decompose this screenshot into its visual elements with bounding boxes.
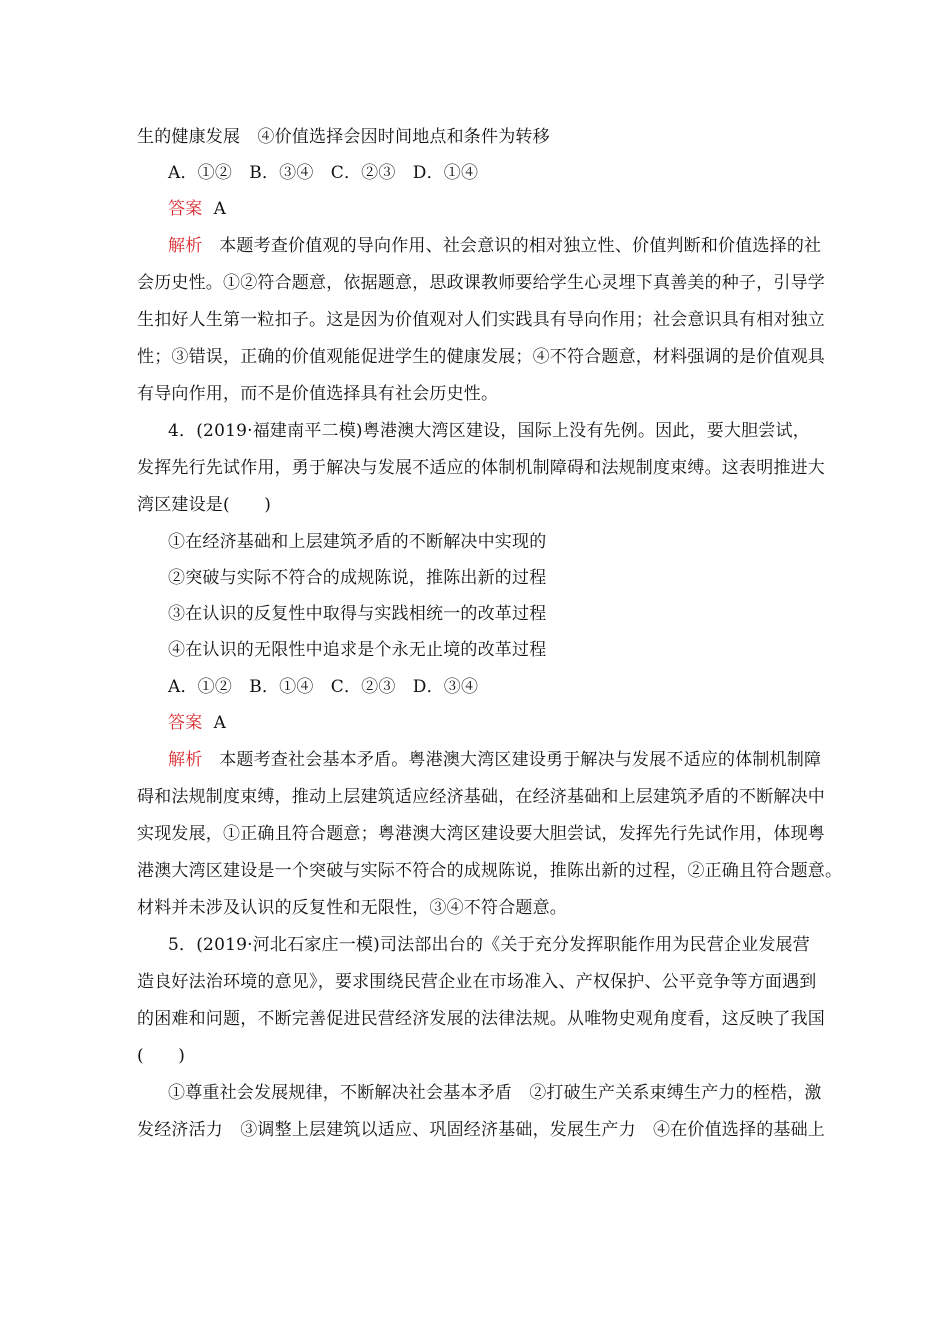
q4-stem-line-3: 湾区建设是( ): [137, 495, 272, 515]
q3-choices: A．①② B．③④ C．②③ D．①④: [168, 163, 479, 183]
q3-analysis-line-5: 有导向作用，而不是价值选择具有社会历史性。: [137, 384, 499, 404]
q5-stem-line-2: 造良好法治环境的意见》，要求围绕民营企业在市场准入、产权保护、公平竞争等方面遇到: [137, 972, 817, 992]
q4-analysis-line-5: 材料并未涉及认识的反复性和无限性，③④不符合题意。: [137, 898, 567, 918]
q3-analysis-line-4: 性；③错误，正确的价值观能促进学生的健康发展；④不符合题意，材料强调的是价值观具: [137, 347, 825, 367]
q4-option-1: ①在经济基础和上层建筑矛盾的不断解决中实现的: [168, 532, 547, 552]
analysis-label: 解析: [168, 236, 203, 256]
q4-analysis-line-3: 实现发展，①正确且符合题意；粤港澳大湾区建设要大胆尝试，发挥先行先试作用，体现粤: [137, 824, 825, 844]
q4-analysis-line-4: 港澳大湾区建设是一个突破与实际不符合的成规陈说，推陈出新的过程，②正确且符合题意。: [137, 861, 843, 881]
q3-stem-tail: 生的健康发展 ④价值选择会因时间地点和条件为转移: [137, 127, 550, 147]
q4-choices: A．①② B．①④ C．②③ D．③④: [168, 677, 479, 697]
q5-options-line-2: 发经济活力 ③调整上层建筑以适应、巩固经济基础，发展生产力 ④在价值选择的基础上: [137, 1120, 825, 1140]
answer-label: 答案: [168, 713, 203, 733]
q5-stem-line-1: 5．(2019·河北石家庄一模)司法部出台的《关于充分发挥职能作用为民营企业发展营: [168, 935, 810, 955]
q3-analysis-line-3: 生扣好人生第一粒扣子。这是因为价值观对人们实践具有导向作用；社会意识具有相对独立: [137, 310, 825, 330]
analysis-label: 解析: [168, 750, 203, 770]
analysis-text: 本题考查社会基本矛盾。粤港澳大湾区建设勇于解决与发展不适应的体制机制障: [219, 750, 822, 770]
answer-value: A: [213, 199, 227, 219]
answer-value: A: [213, 713, 227, 733]
q4-analysis-line-1: [168, 748, 821, 772]
q3-analysis-line-1: [168, 234, 821, 258]
q4-option-4: ④在认识的无限性中追求是个永无止境的改革过程: [168, 640, 547, 660]
q3-analysis-line-2: 会历史性。①②符合题意，依据题意，思政课教师要给学生心灵埋下真善美的种子，引导学: [137, 273, 825, 293]
q4-stem-line-1: 4．(2019·福建南平二模)粤港澳大湾区建设，国际上没有先例。因此，要大胆尝试，: [168, 421, 810, 441]
answer-label: 答案: [168, 199, 203, 219]
q4-option-2: ②突破与实际不符合的成规陈说，推陈出新的过程: [168, 568, 547, 588]
analysis-text: 本题考查价值观的导向作用、社会意识的相对独立性、价值判断和价值选择的社: [219, 236, 822, 256]
q3-answer: [168, 197, 226, 221]
q4-option-3: ③在认识的反复性中取得与实践相统一的改革过程: [168, 604, 547, 624]
q5-stem-line-4: ( ): [137, 1046, 186, 1066]
q4-answer: [168, 711, 226, 735]
q5-options-line-1: ①尊重社会发展规律，不断解决社会基本矛盾 ②打破生产关系束缚生产力的桎梏，激: [168, 1083, 822, 1103]
q4-stem-line-2: 发挥先行先试作用，勇于解决与发展不适应的体制机制障碍和法规制度束缚。这表明推进大: [137, 458, 825, 478]
q5-stem-line-3: 的困难和问题，不断完善促进民营经济发展的法律法规。从唯物史观角度看，这反映了我国: [137, 1009, 825, 1029]
q4-analysis-line-2: 碍和法规制度束缚，推动上层建筑适应经济基础，在经济基础和上层建筑矛盾的不断解决中: [137, 787, 825, 807]
